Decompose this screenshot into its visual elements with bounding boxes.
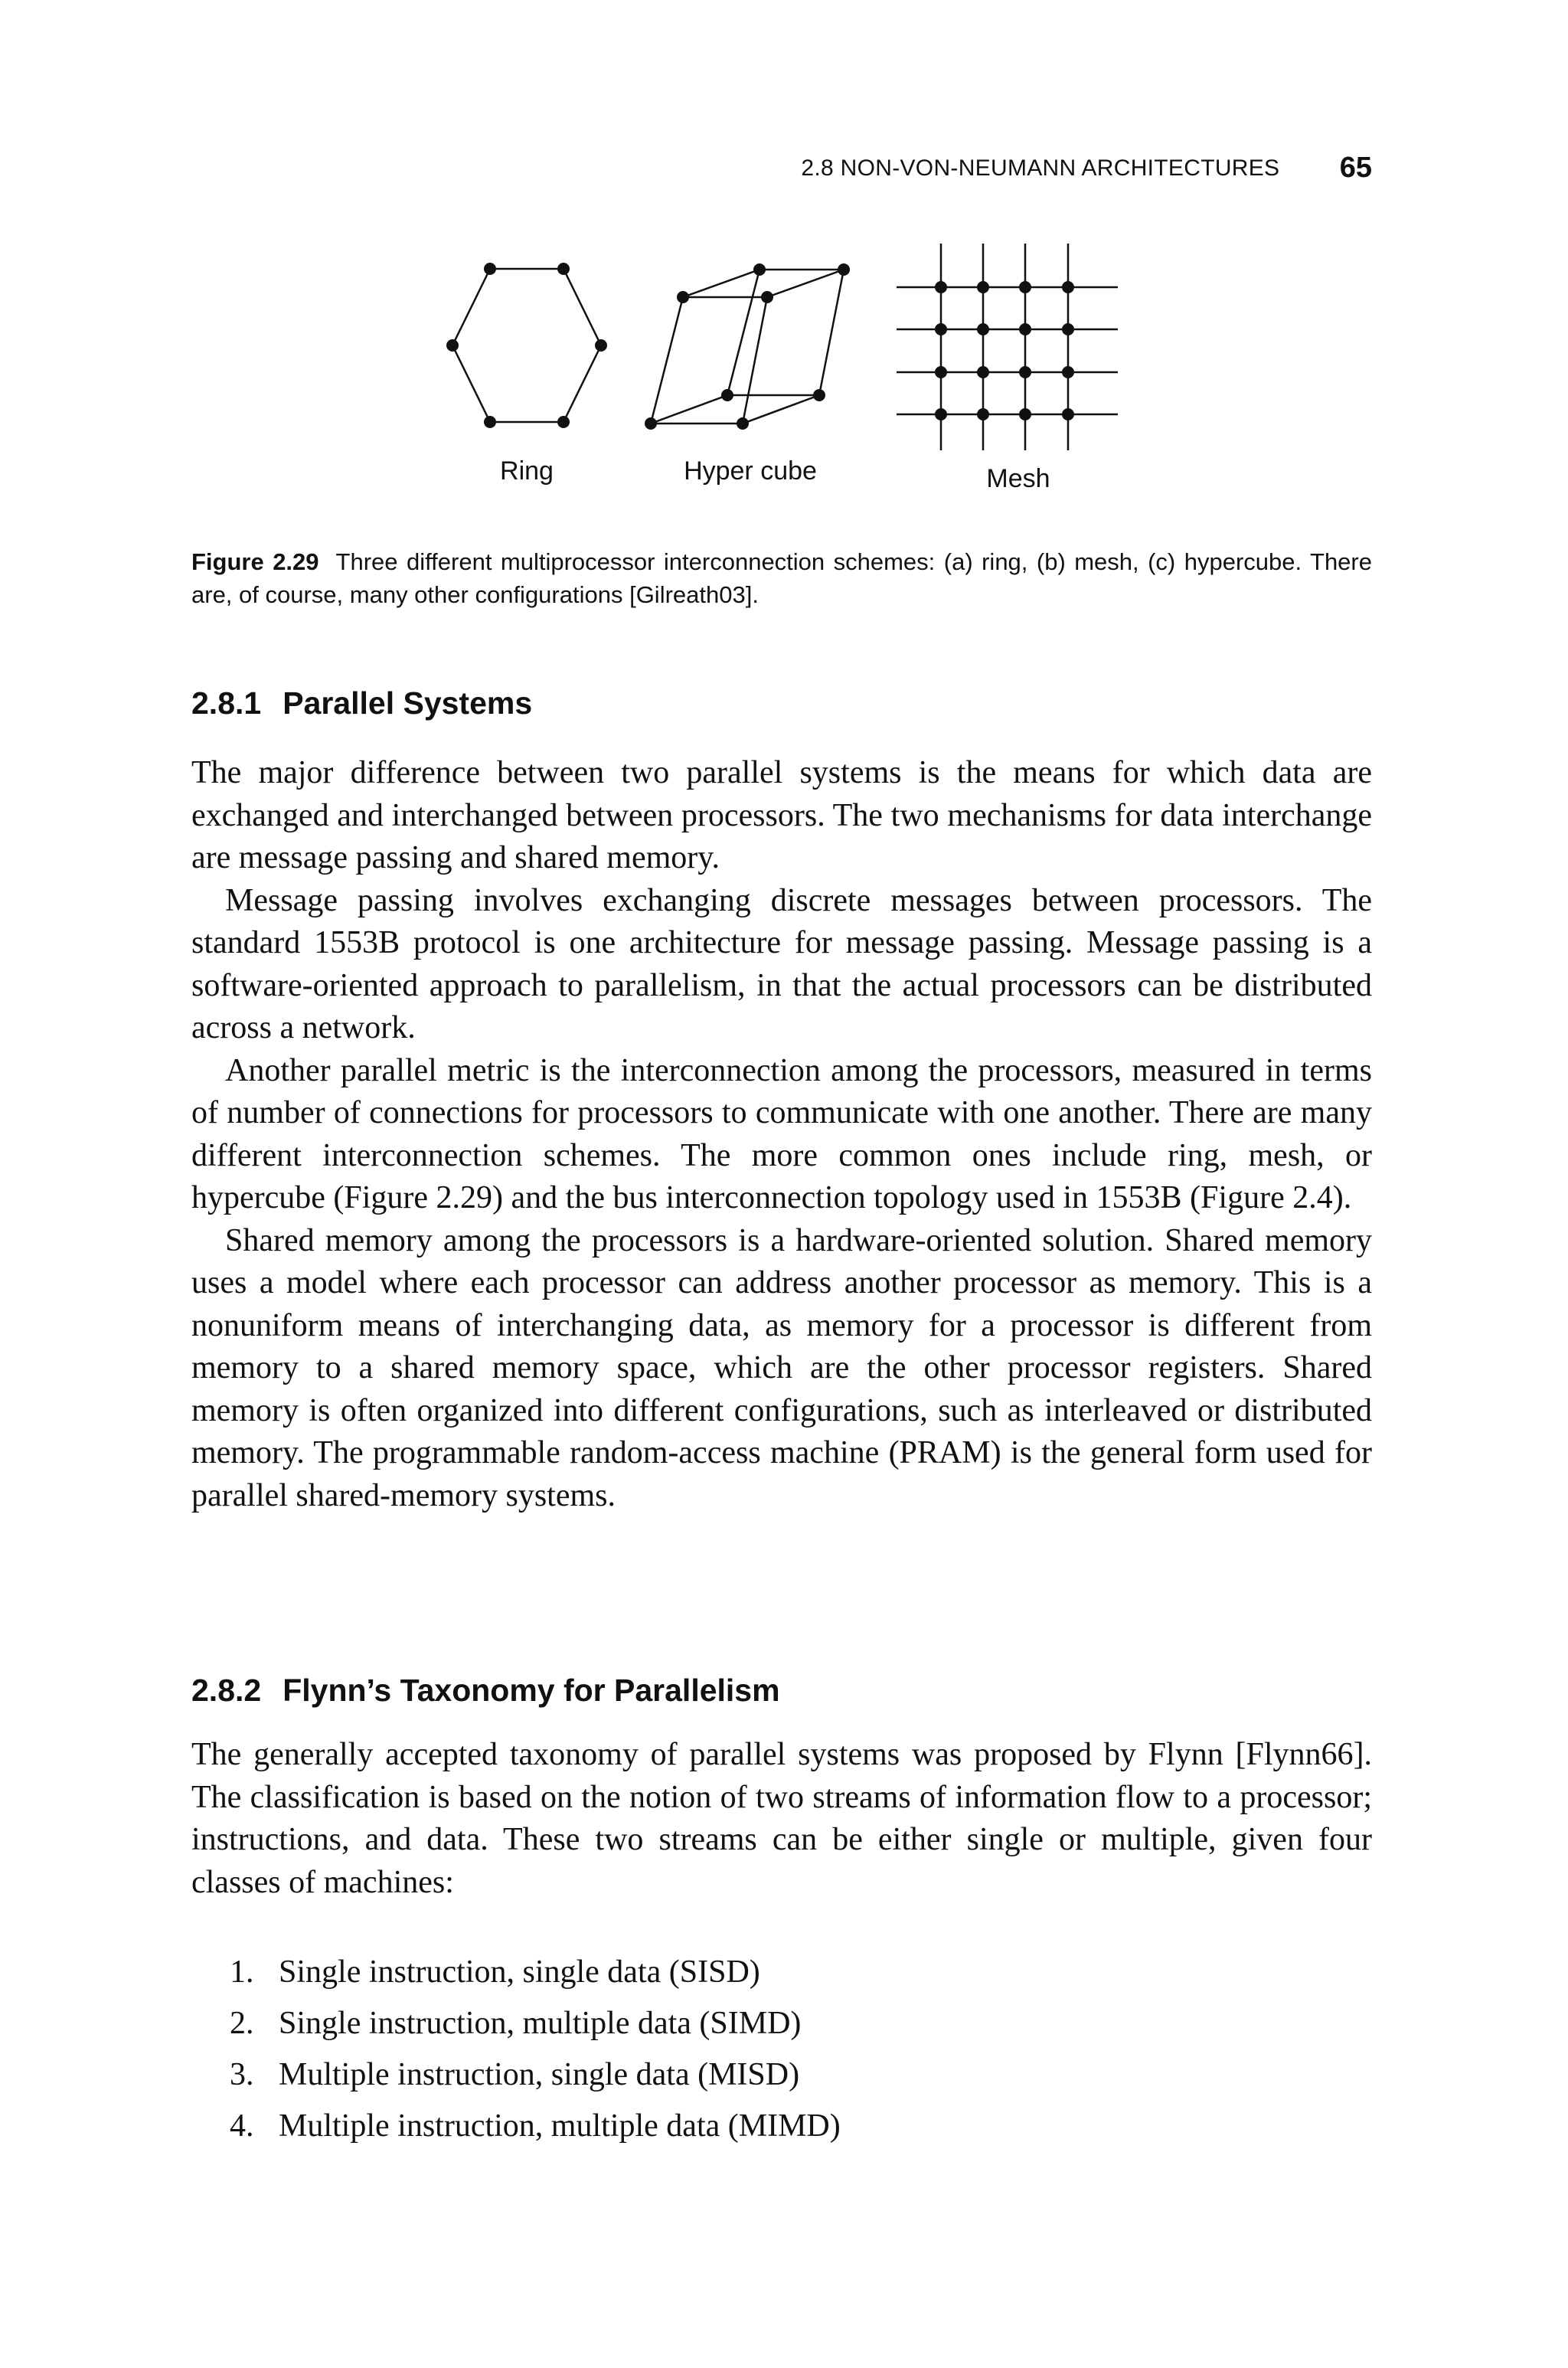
list-item-text: Single instruction, single data (SISD) bbox=[279, 1954, 760, 1990]
section-2-8-1-body bbox=[191, 752, 1372, 1517]
figure-caption-label: Figure 2.29 bbox=[191, 548, 319, 575]
list-item-number: 1. bbox=[230, 1954, 254, 1990]
section-title: Parallel Systems bbox=[283, 685, 533, 721]
section-2-8-2-body bbox=[191, 1734, 1372, 1904]
hypercube-label: Hyper cube bbox=[684, 456, 817, 486]
ring-diagram bbox=[452, 269, 601, 422]
section-number: 2.8.1 bbox=[191, 685, 262, 721]
ring-label: Ring bbox=[500, 456, 554, 486]
section-2-8-2-heading bbox=[191, 1673, 780, 1709]
section-number: 2.8.2 bbox=[191, 1673, 262, 1708]
list-item-text: Single instruction, multiple data (SIMD) bbox=[279, 2006, 802, 2041]
section-2-8-1-heading bbox=[191, 685, 532, 721]
list-item bbox=[230, 2003, 1302, 2054]
list-item-number: 3. bbox=[230, 2057, 254, 2092]
list-item bbox=[230, 2105, 1302, 2157]
figure-caption bbox=[191, 545, 1372, 611]
figure-caption-text: Three different multiprocessor interconnection schemes: (a) ring, (b) mesh, (c) hypercube. There are, of course, many other configurations [Gilreath03]. bbox=[191, 548, 1372, 608]
section-title-header: 2.8 NON-VON-NEUMANN ARCHITECTURES bbox=[801, 155, 1280, 181]
paragraph: Message passing involves exchanging discrete messages between processors. The standard 1553B protocol is one architecture for message passing. Message passing is a software-oriented approach to parallelism, in that the actual processors can be distributed across a network. bbox=[191, 882, 1372, 1045]
list-item bbox=[230, 2054, 1302, 2105]
paragraph: The generally accepted taxonomy of parallel systems was proposed by Flynn [Flynn66]. The classification is based on the notion of two streams of information flow to a processor; instructions, and data. These two streams can be either single or multiple, given four classes of machines: bbox=[191, 1737, 1372, 1900]
paragraph: The major difference between two parallel systems is the means for which data are exchanged and interchanged between processors. The two mechanisms for data interchange are message passing and shared memory. bbox=[191, 755, 1372, 875]
flynn-class-list bbox=[230, 1951, 1302, 2157]
list-item bbox=[230, 1951, 1302, 2003]
page-number: 65 bbox=[1339, 152, 1372, 184]
paragraph: Another parallel metric is the interconnection among the processors, measured in terms of number of connections for processors to communicate with one another. There are many different interconnection schemes. The more common ones include ring, mesh, or hypercube (Figure 2.29) and the bus interconnection topology used in 1553B (Figure 2.4). bbox=[191, 1052, 1372, 1215]
list-item-number: 4. bbox=[230, 2108, 254, 2144]
section-title: Flynn’s Taxonomy for Parallelism bbox=[283, 1673, 780, 1708]
figure-2-29 bbox=[0, 0, 1568, 536]
paragraph: Shared memory among the processors is a hardware-oriented solution. Shared memory uses a model where each processor can address another processor as memory. This is a nonuniform means of interchanging data, as memory for a processor is different from memory to a shared memory space, which are the other processor registers. Shared memory is often organized into different configurations, such as interleaved or distributed memory. The programmable random-access machine (PRAM) is the general form used for parallel shared-memory systems. bbox=[191, 1222, 1372, 1513]
list-item-number: 2. bbox=[230, 2006, 254, 2041]
mesh-label: Mesh bbox=[986, 464, 1050, 493]
list-item-text: Multiple instruction, multiple data (MIMD) bbox=[279, 2108, 841, 2144]
mesh-diagram bbox=[897, 244, 1118, 450]
list-item-text: Multiple instruction, single data (MISD) bbox=[279, 2057, 800, 2092]
interconnection-diagram bbox=[0, 0, 1568, 536]
